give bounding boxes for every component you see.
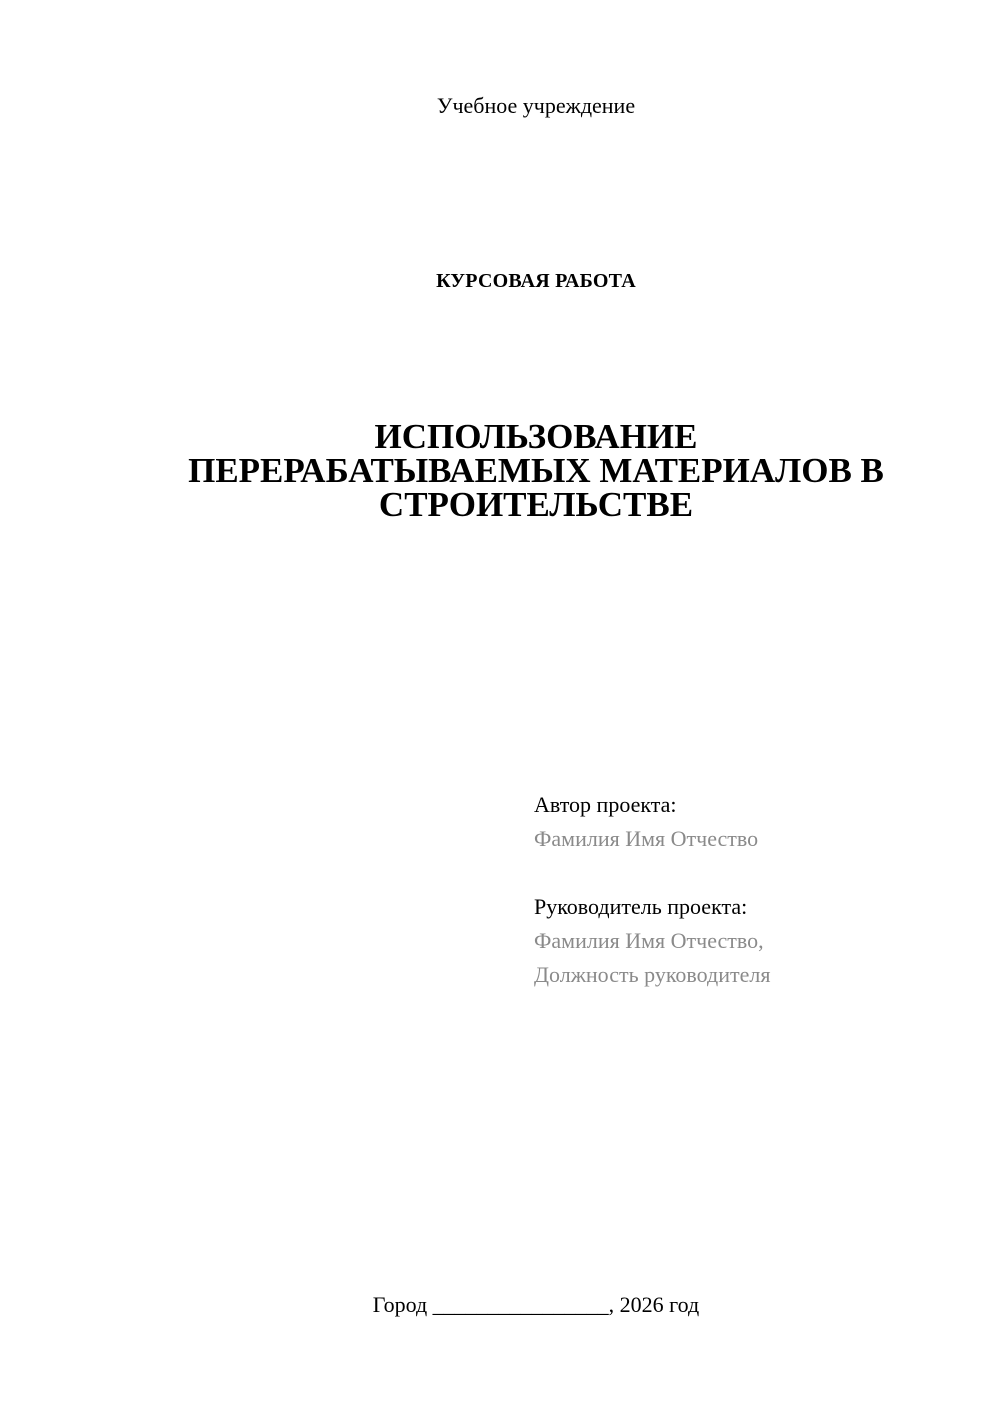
supervisor-label: Руководитель проекта: xyxy=(534,894,748,919)
city-year-line: Город ________________, 2026 год xyxy=(372,1292,700,1317)
author-name-placeholder: Фамилия Имя Отчество xyxy=(534,826,759,851)
project-info-block xyxy=(534,788,974,992)
document-title xyxy=(100,417,972,524)
supervisor-position-placeholder: Должность руководителя xyxy=(534,962,771,987)
supervisor-name-placeholder: Фамилия Имя Отчество, xyxy=(534,928,764,953)
author-label: Автор проекта: xyxy=(534,792,677,817)
document-type-label: КУРСОВАЯ РАБОТА xyxy=(436,270,636,292)
title-line: СТРОИТЕЛЬСТВЕ xyxy=(378,485,694,524)
title-line: ИСПОЛЬЗОВАНИЕ xyxy=(374,417,698,456)
spacer xyxy=(534,856,974,890)
institution-name: Учебное учреждение xyxy=(436,93,636,118)
title-line: ПЕРЕРАБАТЫВАЕМЫХ МАТЕРИАЛОВ В xyxy=(188,451,884,490)
